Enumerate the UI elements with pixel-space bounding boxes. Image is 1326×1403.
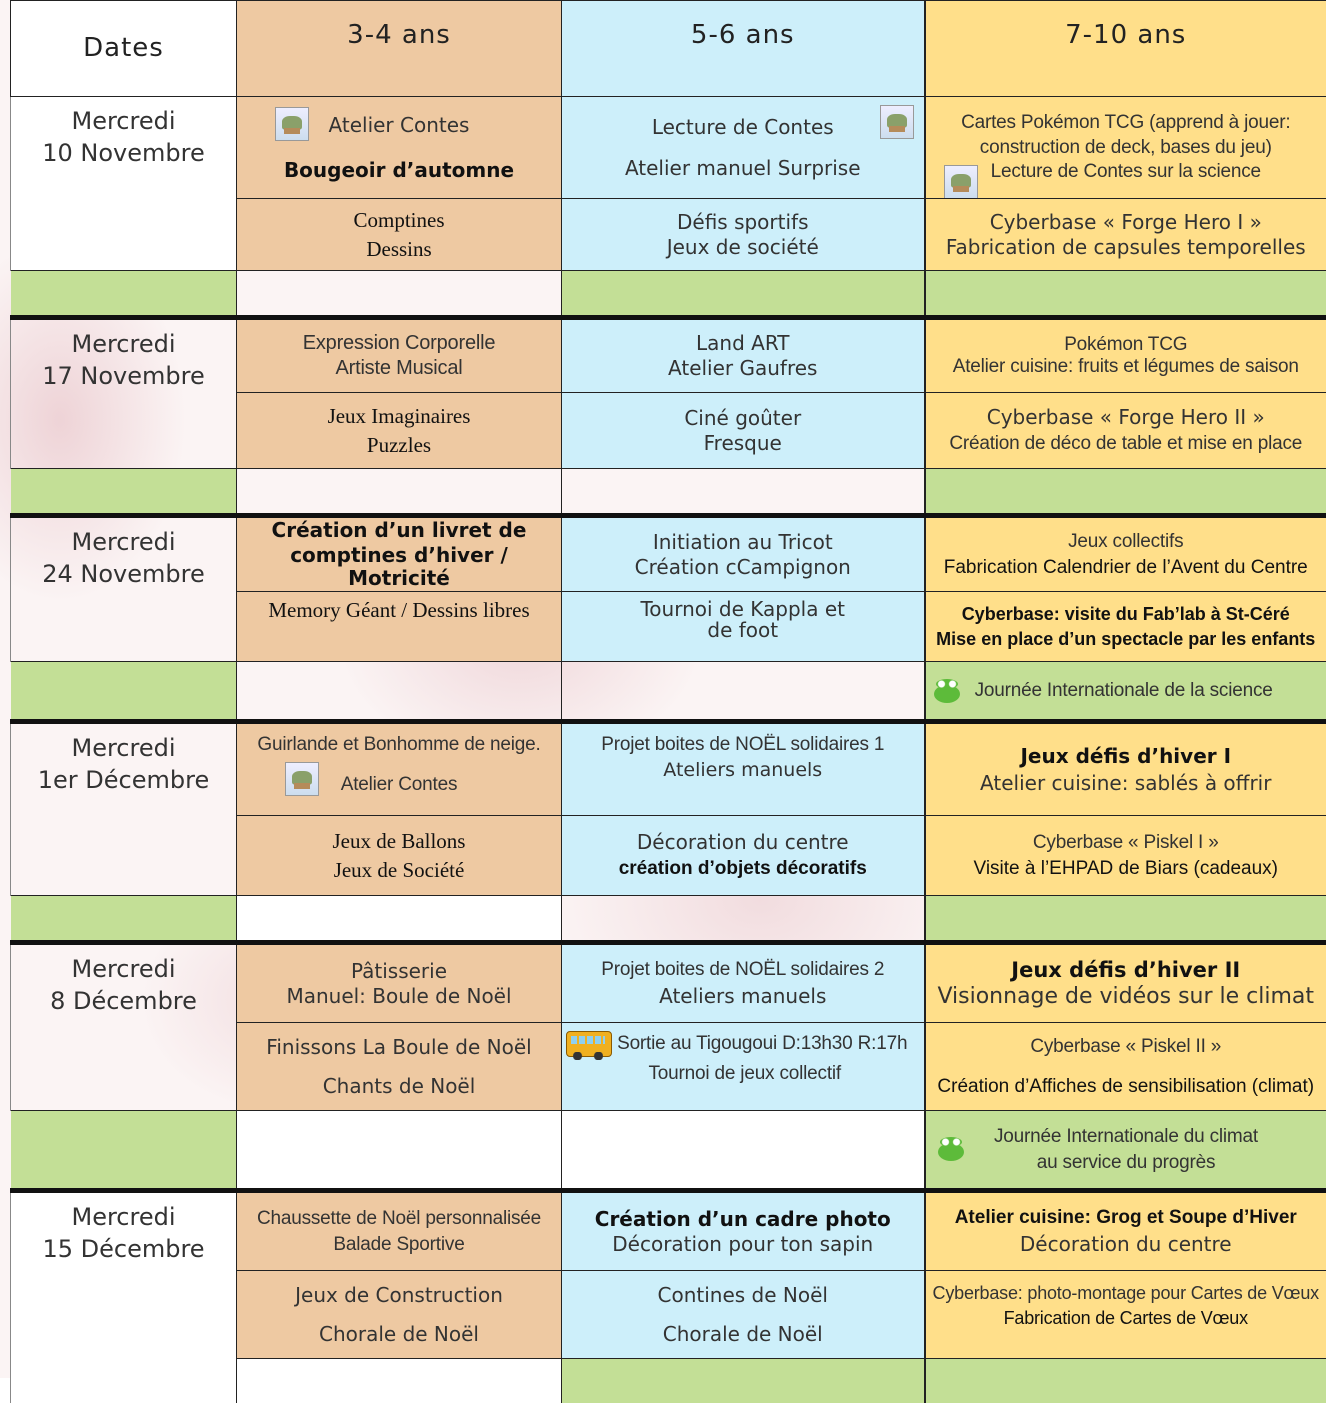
week-date: 17 Novembre [11, 360, 236, 392]
activity-line: Ateliers manuels [562, 985, 924, 1008]
picture-icon [285, 762, 319, 796]
activity-line: Tournoi de Kappla et [562, 598, 924, 621]
week-day: Mercredi [11, 1201, 236, 1233]
activity-cell [925, 592, 1326, 662]
activity-line: Projet boites de NOËL solidaires 1 [562, 734, 924, 756]
spacer-cell [562, 469, 925, 516]
week-date-cell [11, 516, 237, 662]
activity-line: Atelier cuisine: Grog et Soupe d’Hiver [926, 1207, 1326, 1229]
activity-line: Cyberbase: visite du Fab’lab à St-Céré [926, 604, 1326, 625]
picture-icon [880, 105, 914, 139]
activity-line: Pokémon TCG [926, 334, 1326, 356]
activity-line: Pâtisserie [237, 960, 561, 983]
activity-cell [925, 1111, 1326, 1191]
activity-line: Jeux de société [562, 236, 924, 259]
activity-cell [562, 199, 925, 271]
activity-cell [562, 943, 925, 1023]
activity-line: de foot [562, 619, 924, 642]
activity-cell [237, 516, 562, 592]
spacer-cell [925, 896, 1326, 943]
activity-cell [925, 1271, 1326, 1359]
week-spacer-row [11, 662, 1326, 722]
activity-cell [925, 97, 1326, 199]
activity-line: Chaussette de Noël personnalisée [237, 1208, 561, 1230]
header-age-5-6: 5-6 ans [562, 1, 925, 97]
activity-line: Initiation au Tricot [562, 531, 924, 554]
spacer-cell [11, 271, 237, 318]
schedule-table [10, 0, 1326, 1403]
spacer-cell [562, 1111, 925, 1191]
activity-line: Journée Internationale de la science [975, 680, 1273, 701]
activity-cell [237, 318, 562, 393]
week-row [11, 1191, 1326, 1271]
week-spacer-row [11, 896, 1326, 943]
activity-line: Jeux Imaginaires [237, 404, 561, 428]
frog-icon [930, 677, 964, 705]
activity-line: Cartes Pokémon TCG (apprend à jouer: [926, 112, 1326, 134]
spacer-cell [237, 662, 562, 722]
week-row [11, 943, 1326, 1023]
week-day: Mercredi [11, 953, 236, 985]
spacer-cell [237, 1359, 562, 1403]
activity-cell [562, 516, 925, 592]
activity-line: Finissons La Boule de Noël [237, 1036, 561, 1059]
week-row [11, 318, 1326, 393]
activity-cell [237, 592, 562, 662]
picture-icon [944, 165, 978, 199]
spacer-cell [562, 271, 925, 318]
activity-line: Tournoi de jeux collectif [566, 1063, 924, 1085]
activity-line: Chants de Noël [237, 1075, 561, 1098]
activity-cell [925, 662, 1326, 722]
activity-cell [562, 592, 925, 662]
activity-line: Cyberbase: photo-montage pour Cartes de Vœux [926, 1283, 1326, 1304]
activity-cell [925, 393, 1326, 469]
activity-line: Chorale de Noël [237, 1323, 561, 1346]
spacer-cell [11, 896, 237, 943]
activity-line: Jeux de Ballons [237, 829, 561, 853]
week-row [11, 516, 1326, 592]
header-row [11, 1, 1326, 97]
activity-line: Atelier Gaufres [562, 357, 924, 380]
week-date: 10 Novembre [11, 137, 236, 169]
activity-line: Manuel: Boule de Noël [237, 985, 561, 1008]
activity-line: Contines de Noël [562, 1284, 924, 1307]
activity-line: Fabrication de capsules temporelles [926, 236, 1326, 259]
activity-line: Défis sportifs [562, 211, 924, 234]
activity-line: Création cCampignon [562, 556, 924, 579]
week-spacer-row [11, 1111, 1326, 1191]
activity-line: Guirlande et Bonhomme de neige. [237, 734, 561, 756]
activity-cell [562, 1271, 925, 1359]
activity-line: Puzzles [237, 433, 561, 457]
activity-line: Atelier cuisine: fruits et légumes de saison [926, 356, 1326, 378]
activity-line: construction de deck, bases du jeu) [926, 137, 1326, 159]
activity-cell [237, 1023, 562, 1111]
week-day: Mercredi [11, 732, 236, 764]
activity-line: Cyberbase « Forge Hero I » [926, 211, 1326, 234]
activity-cell [237, 1271, 562, 1359]
spacer-cell [11, 469, 237, 516]
week-day: Mercredi [11, 526, 236, 558]
activity-line: Artiste Musical [237, 357, 561, 380]
activity-cell [925, 318, 1326, 393]
week-date: 8 Décembre [11, 985, 236, 1017]
week-date-cell [11, 318, 237, 469]
week-day: Mercredi [11, 328, 236, 360]
activity-line: Décoration du centre [926, 1233, 1326, 1256]
activity-cell [562, 97, 925, 199]
activity-line: Dessins [237, 237, 561, 261]
activity-line: Atelier manuel Surprise [562, 157, 924, 180]
activity-line: Jeux collectifs [926, 531, 1326, 553]
activity-line: Comptines [237, 208, 561, 232]
activity-line: Décoration du centre [562, 831, 924, 854]
spacer-cell [562, 1359, 925, 1403]
activity-cell [237, 816, 562, 896]
activity-line: Lecture de Contes [562, 116, 924, 139]
activity-cell [562, 816, 925, 896]
frog-icon [934, 1135, 968, 1163]
activity-line: Bougeoir d’automne [237, 159, 561, 182]
spacer-cell [11, 662, 237, 722]
activity-line: Projet boites de NOËL solidaires 2 [562, 959, 924, 981]
spacer-cell [237, 271, 562, 318]
activity-line: Fabrication de Cartes de Vœux [926, 1308, 1326, 1329]
picture-icon [275, 107, 309, 141]
activity-line: Jeux défis d’hiver II [926, 958, 1326, 982]
activity-cell [562, 1023, 925, 1111]
activity-cell [925, 816, 1326, 896]
activity-line: Cyberbase « Piskel II » [926, 1036, 1326, 1058]
activity-cell [237, 1191, 562, 1271]
week-date: 24 Novembre [11, 558, 236, 590]
activity-cell [237, 97, 562, 199]
activity-cell [562, 722, 925, 816]
activity-cell [925, 516, 1326, 592]
activity-line: Memory Géant / Dessins libres [237, 598, 561, 622]
activity-line: Atelier Contes [237, 774, 561, 796]
activity-cell [925, 1191, 1326, 1271]
week-date-cell [11, 1191, 237, 1403]
activity-line: comptines d’hiver / Motricité [237, 544, 561, 590]
activity-cell [562, 393, 925, 469]
activity-line: Création d’un cadre photo [562, 1208, 924, 1231]
activity-cell [925, 199, 1326, 271]
activity-line: Visite à l’EHPAD de Biars (cadeaux) [926, 858, 1326, 880]
activity-line: Lecture de Contes sur la science [926, 161, 1326, 183]
activity-line: Visionnage de vidéos sur le climat [926, 984, 1326, 1009]
spacer-cell [237, 896, 562, 943]
activity-cell [925, 943, 1326, 1023]
activity-line: Journée Internationale du climat [926, 1126, 1326, 1148]
activity-line: Création d’Affiches de sensibilisation (climat) [926, 1076, 1326, 1098]
activity-line: Cyberbase « Piskel I » [926, 832, 1326, 854]
week-date-cell [11, 943, 237, 1111]
activity-cell [237, 943, 562, 1023]
activity-line: Jeux de Construction [237, 1284, 561, 1307]
header-age-7-10: 7-10 ans [925, 1, 1326, 97]
week-row [11, 97, 1326, 199]
activity-line: Mise en place d’un spectacle par les enfants [926, 629, 1326, 650]
activity-line: Atelier cuisine: sablés à offrir [926, 772, 1326, 795]
activity-line: Expression Corporelle [237, 332, 561, 355]
activity-line: Ciné goûter [562, 407, 924, 430]
week-date-cell [11, 722, 237, 896]
header-age-3-4: 3-4 ans [237, 1, 562, 97]
bus-icon [566, 1031, 612, 1057]
activity-cell [562, 318, 925, 393]
spacer-cell [562, 662, 925, 722]
week-date: 15 Décembre [11, 1233, 236, 1265]
activity-cell [562, 1191, 925, 1271]
activity-line: Création de déco de table et mise en place [926, 433, 1326, 455]
week-date: 1er Décembre [11, 764, 236, 796]
activity-line: Sortie au Tigougoui D:13h30 R:17h [617, 1033, 907, 1054]
activity-cell [237, 393, 562, 469]
activity-line: Fresque [562, 432, 924, 455]
week-row [11, 722, 1326, 816]
activity-line: Fabrication Calendrier de l’Avent du Centre [926, 557, 1326, 579]
spacer-cell [925, 469, 1326, 516]
spacer-cell [925, 271, 1326, 318]
activity-line: Chorale de Noël [562, 1323, 924, 1346]
activity-line: Cyberbase « Forge Hero II » [926, 406, 1326, 429]
activity-line: Décoration pour ton sapin [562, 1233, 924, 1256]
activity-cell [925, 722, 1326, 816]
header-dates: Dates [11, 1, 237, 97]
spacer-cell [237, 469, 562, 516]
activity-cell [237, 722, 562, 816]
activity-cell [925, 1023, 1326, 1111]
activity-line: Ateliers manuels [562, 760, 924, 782]
activity-line: Jeux de Société [237, 858, 561, 882]
week-spacer-row [11, 271, 1326, 318]
activity-line: création d’objets décoratifs [562, 858, 924, 880]
week-day: Mercredi [11, 105, 236, 137]
activity-line: Atelier Contes [237, 114, 561, 137]
spacer-cell [237, 1111, 562, 1191]
week-date-cell [11, 97, 237, 271]
activity-line: Création d’un livret de [237, 519, 561, 542]
week-spacer-row [11, 469, 1326, 516]
activity-line: Land ART [562, 332, 924, 355]
spacer-cell [562, 896, 925, 943]
activity-line: Jeux défis d’hiver I [926, 745, 1326, 768]
activity-cell [237, 199, 562, 271]
activity-line: au service du progrès [926, 1152, 1326, 1174]
spacer-cell [11, 1111, 237, 1191]
spacer-cell [925, 1359, 1326, 1403]
activity-line: Balade Sportive [237, 1234, 561, 1256]
